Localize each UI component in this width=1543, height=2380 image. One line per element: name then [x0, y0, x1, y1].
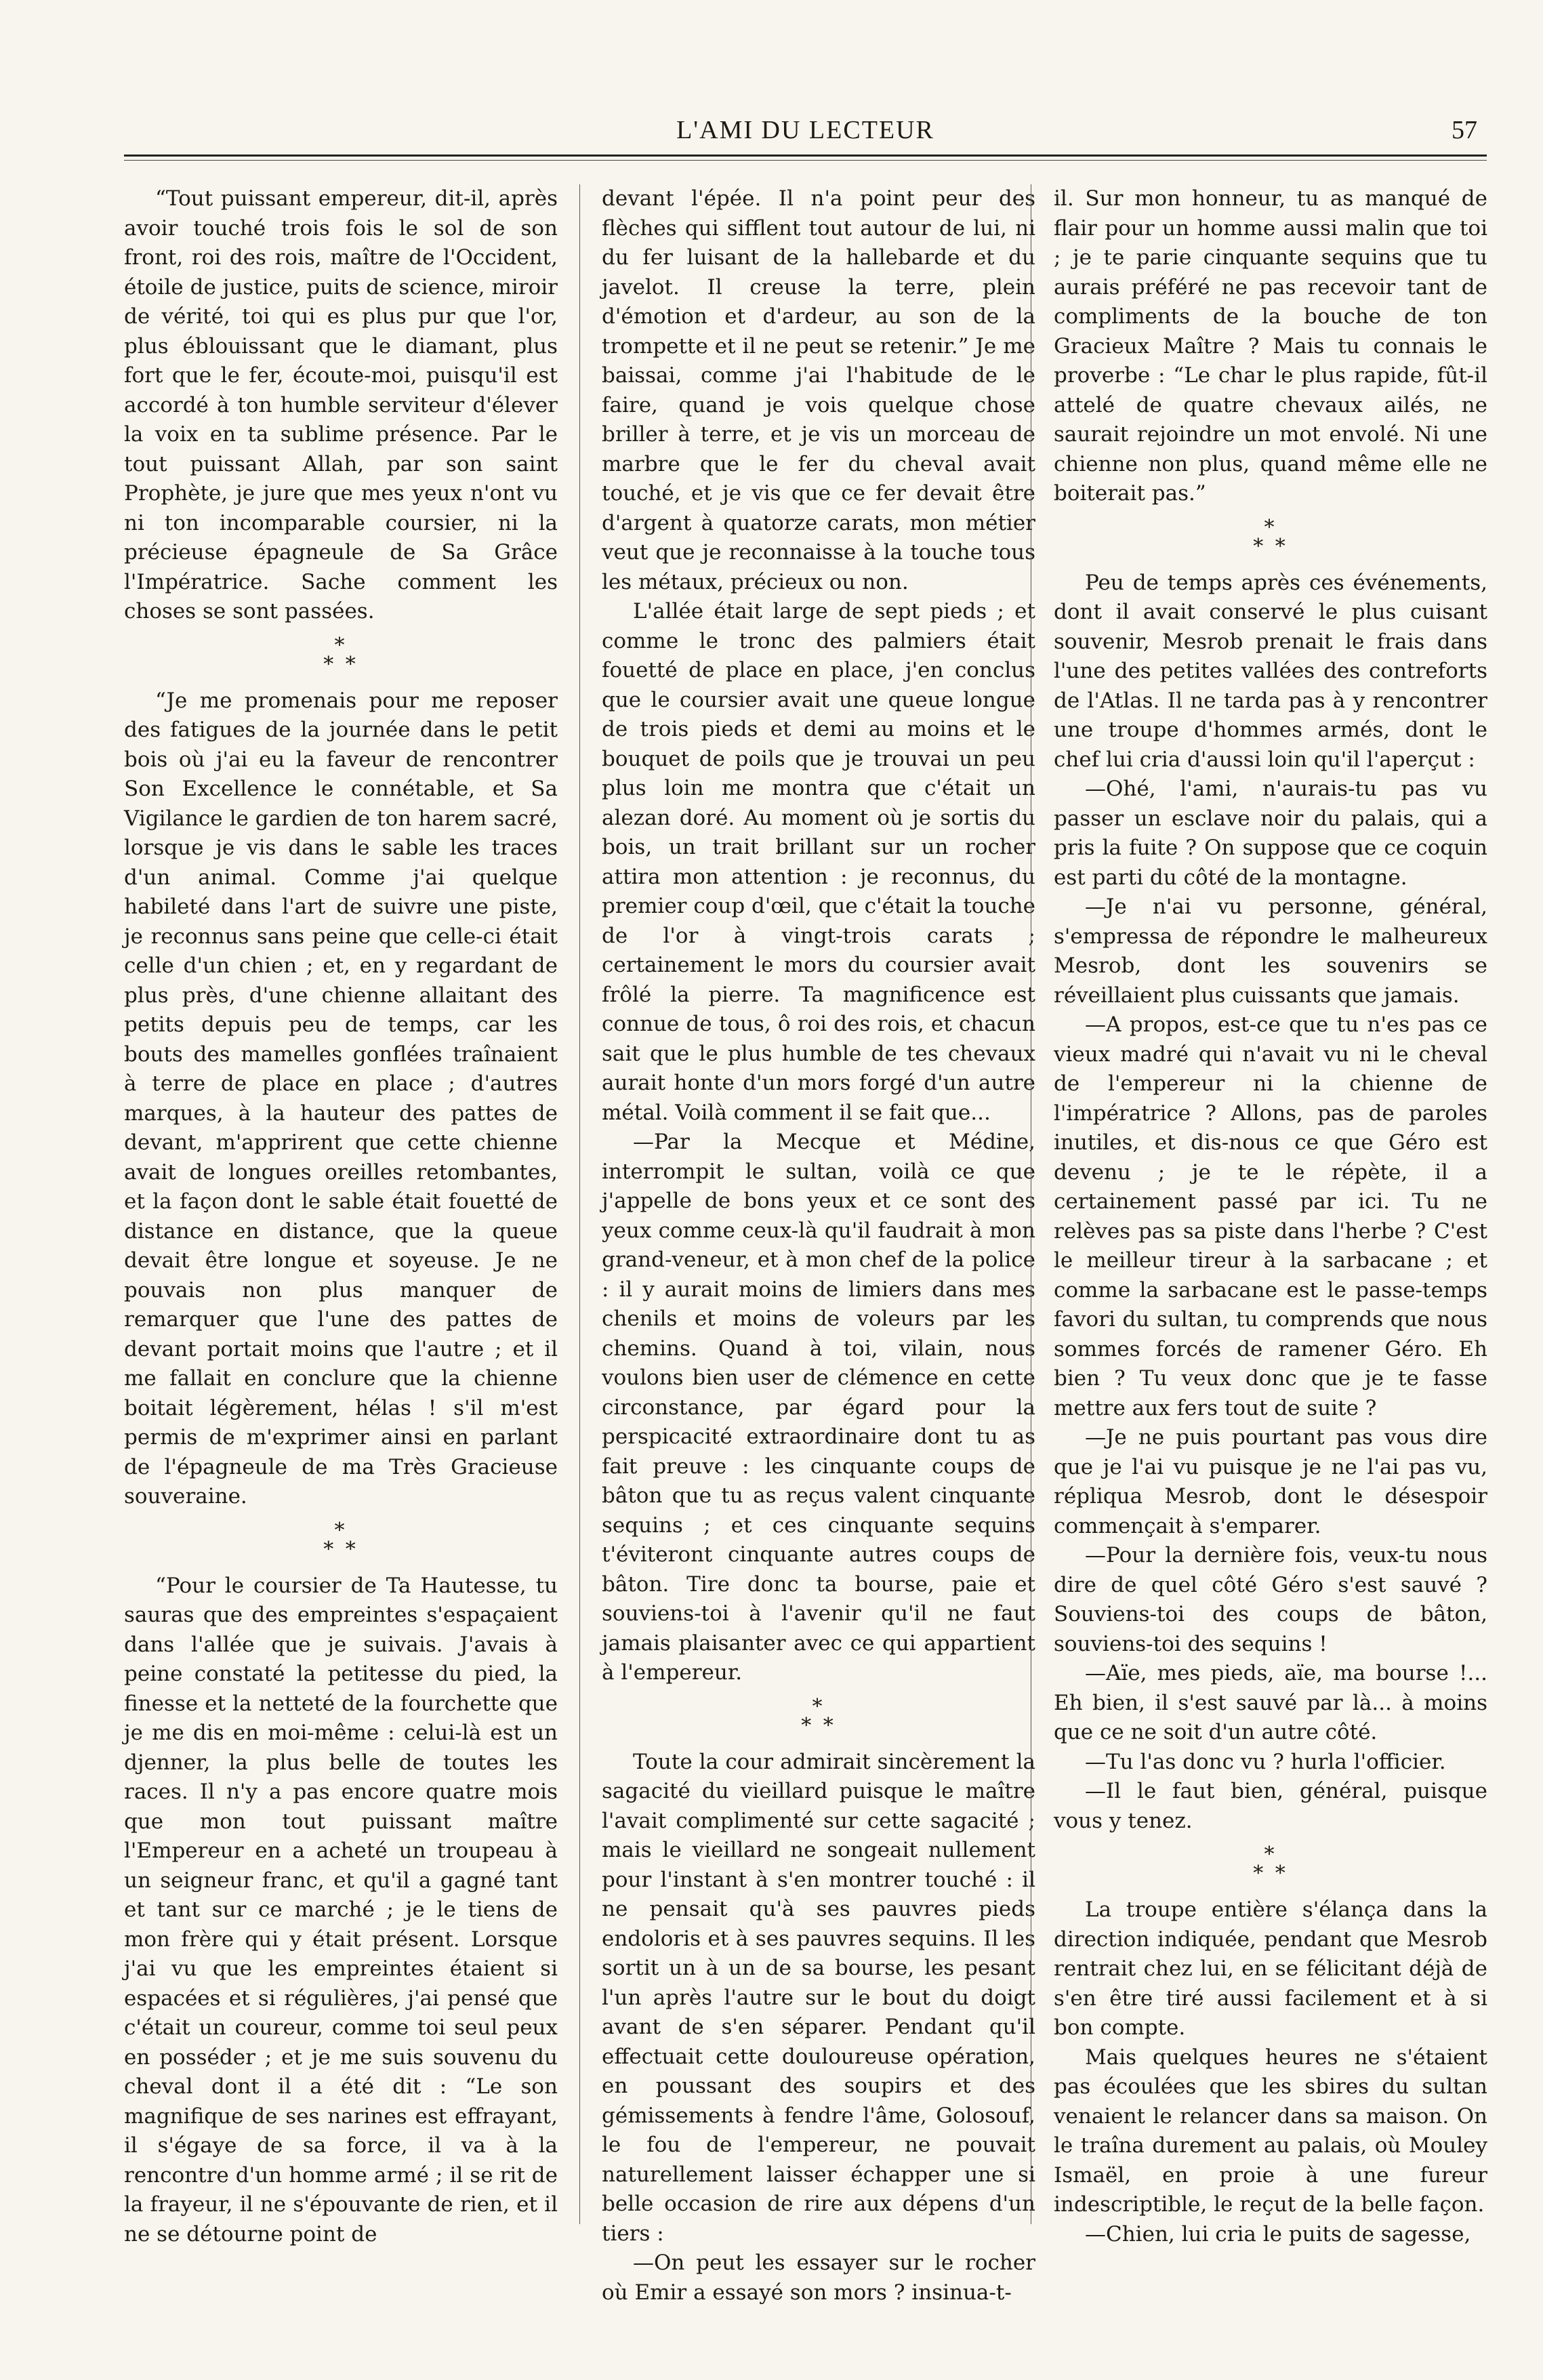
paragraph: —Je n'ai vu personne, général, s'empressa de répondre le malheureux Mesrob, dont les souvenirs se réveillaient plus cuissants que jamais.: [1054, 895, 1487, 1008]
paragraph: —Par la Mecque et Médine, interrompit le sultan, voilà ce que j'appelle de bons yeux et ce sont des yeux comme ceux-là qu'il faudrait à mon grand-veneur, et à mon chef de la police : il y aurait moins de limiers dans mes chenils et moins de voleurs par les chemins. Quand à toi, vilain, nous voulons bien user de clémence en cette circonstance, par égard pour la perspicacité extraordinaire dont tu as fait preuve : les cinquante coups de bâton que tu as reçus valent cinquante sequins ; et ces cinquante sequins t'éviteront cinquante autres coups de bâton. Tire donc ta bourse, paie et souviens-toi à l'avenir qu'il ne faut jamais plaisanter avec ce qui appartient à l'empereur.: [602, 1130, 1035, 1685]
paragraph: —Chien, lui cria le puits de sagesse,: [1085, 2221, 1471, 2246]
column-divider: [579, 184, 580, 2224]
paragraph: —Il le faut bien, général, puisque vous y tenez.: [1054, 1779, 1487, 1833]
paragraph-continued: il. Sur mon honneur, tu as manqué de flair pour un homme aussi malin que toi ; je te parie cinquante sequins que tu aurais préféré ne pas recevoir tant de compliments de la bouche de ton Gracieux Maître ? Mais tu connais le proverbe : “Le char le plus rapide, fût-il attelé de quatre chevaux ailés, ne saurait rejoindre un mot envolé. Ni une chienne non plus, quand même elle ne boiterait pas.”: [1054, 186, 1487, 506]
paragraph-continued: devant l'épée. Il n'a point peur des flèches qui sifflent tout autour de lui, ni du fer luisant de la hallebarde et du javelot. Il creuse la terre, plein d'émotion et d'ardeur, au son de la trompette et il ne peut se retenir.” Je me baissai, comme j'ai l'habitude de le faire, quand je vois quelque chose briller à terre, et je vis un morceau de marbre que le fer du cheval avait touché, et je vis que ce fer devait être d'argent à quatorze carats, mon métier veut que je reconnaisse à la touche tous les métaux, précieux ou non.: [602, 186, 1035, 594]
header-rule-thin: [124, 160, 1487, 161]
paragraph: “Tout puissant empereur, dit-il, après avoir touché trois fois le sol de son front, roi des rois, maître de l'Occident, étoile de justice, puits de science, miroir de vérité, toi qui es plus pur que l'or, plus éblouissant que le diamant, plus fort que le fer, écoute-moi, puisqu'il est accordé à ton humble serviteur d'élever la voix en ta sublime présence. Par le tout puissant Allah, par son saint Prophète, je jure que mes yeux n'ont vu ni ton incomparable coursier, ni la précieuse épagneule de Sa Grâce l'Impératrice. Sache comment les choses se sont passées.: [124, 186, 558, 623]
text-column-3: [1054, 184, 1487, 2249]
asterism-separator: * * *: [323, 1518, 358, 1561]
page-number: 57: [1452, 116, 1477, 144]
asterism-separator: * * *: [801, 1694, 836, 1738]
paragraph: —Tu l'as donc vu ? hurla l'officier.: [1085, 1749, 1446, 1774]
paragraph: —A propos, est-ce que tu n'es pas ce vieux madré qui n'avait vu ni le cheval de l'empereur ni la chienne de l'impératrice ? Allons, pas de paroles inutiles, et dis-nous ce que Géro est devenu ; je te le répète, il a certainement passé par ici. Tu ne relèves pas sa piste dans l'herbe ? C'est le meilleur tireur à la sarbacane ; et comme la sarbacane est le passe-temps favori du sultan, tu comprends que nous sommes forcés de ramener Géro. Eh bien ? Tu veux donc que je te fasse mettre aux fers tout de suite ?: [1054, 1012, 1487, 1420]
asterism-separator: * * *: [323, 633, 358, 676]
paragraph: L'allée était large de sept pieds ; et comme le tronc des palmiers était fouetté de place en place, j'en conclus que le coursier avait une queue longue de trois pieds et demi au moins et le bouquet de poils que je trouvai un peu plus loin me montra que c'était un alezan doré. Au moment où je sortis du bois, un trait brillant sur un rocher attira mon attention : je reconnus, du premier coup d'œil, que c'était la touche de l'or à vingt-trois carats ; certainement le mors du coursier avait frôlé la pierre. Ta magnificence est connue de tous, ô roi des rois, et chacun sait que le plus humble de tes chevaux aurait honte d'un mors forgé d'un autre métal. Voilà comment il se fait que...: [602, 599, 1035, 1125]
paragraph: —Aïe, mes pieds, aïe, ma bourse !... Eh bien, il s'est sauvé par là... à moins que ce ne soit d'un autre côté.: [1054, 1661, 1487, 1744]
paragraph: Peu de temps après ces événements, dont il avait conservé le plus cuisant souvenir, Mesrob prenait le frais dans l'une des petites vallées des contreforts de l'Atlas. Il ne tarda pas à y rencontrer une troupe d'hommes armés, dont le chef lui cria d'aussi loin qu'il l'aperçut :: [1054, 570, 1487, 772]
text-column-1: [124, 184, 558, 2249]
paragraph: —Ohé, l'ami, n'aurais-tu pas vu passer un esclave noir du palais, qui a pris la fuite ? On suppose que ce coquin est parti du côté de la montagne.: [1054, 777, 1487, 890]
paragraph: La troupe entière s'élança dans la direction indiquée, pendant que Mesrob rentrait chez lui, en se félicitant déjà de s'en être tiré aussi facilement et à si bon compte.: [1054, 1897, 1487, 2040]
paragraph: “Je me promenais pour me reposer des fatigues de la journée dans le petit bois où j'ai eu la faveur de rencontrer Son Excellence le connétable, et Sa Vigilance le gardien de ton harem sacré, lorsque je vis dans le sable les traces d'un animal. Comme j'ai quelque habileté dans l'art de suivre une piste, je reconnus sans peine que celle-ci était celle d'un chien ; et, en y regardant de plus près, d'une chienne allaitant des petits depuis peu de temps, car les bouts des mamelles gonflées traînaient à terre de place en place ; d'autres marques, à la hauteur des pattes de devant, m'apprirent que cette chienne avait de longues oreilles retombantes, et la façon dont le sable était fouetté de distance en distance, que la queue devait être longue et soyeuse. Je ne pouvais non plus manquer de remarquer que l'une des pattes de devant portait moins que l'autre ; et il me fallait en conclure que la chienne boitait légèrement, hélas ! s'il m'est permis de m'exprimer ainsi en parlant de l'épagneule de ma Très Gracieuse souveraine.: [124, 688, 558, 1509]
paragraph: —Je ne puis pourtant pas vous dire que je l'ai vu puisque je ne l'ai pas vu, répliqua Mesrob, dont le désespoir commençait à s'emparer.: [1054, 1425, 1487, 1538]
asterism-separator: * * *: [1253, 515, 1288, 558]
paragraph: —Pour la dernière fois, veux-tu nous dire de quel côté Géro s'est sauvé ? Souviens-toi des coups de bâton, souviens-toi des sequins !: [1054, 1543, 1487, 1656]
asterism-separator: * * *: [1253, 1843, 1288, 1885]
paragraph: —On peut les essayer sur le rocher où Emir a essayé son mors ? insinua-t-: [602, 2251, 1035, 2305]
journal-title: L'AMI DU LECTEUR: [676, 116, 934, 144]
header-rule: [124, 155, 1487, 157]
text-column-2: [602, 184, 1035, 2307]
paragraph: Mais quelques heures ne s'étaient pas écoulées que les sbires du sultan venaient le relancer dans sa maison. On le traîna durement au palais, où Mouley Ismaël, en proie à une fureur indescriptible, le reçut de la belle façon.: [1054, 2045, 1487, 2217]
paragraph: “Pour le coursier de Ta Hautesse, tu sauras que des empreintes s'espaçaient dans l'allée que je suivais. J'avais à peine constaté la petitesse du pied, la finesse et la netteté de la fourchette que je me dis en moi-même : celui-là est un djenner, la plus belle de toutes les races. Il n'y a pas encore quatre mois que mon tout puissant maître l'Empereur en a acheté un troupeau à un seigneur franc, et qu'il a gagné tant et tant sur ce marché ; je le tiens de mon frère qui y était présent. Lorsque j'ai vu que les empreintes étaient si espacées et si régulières, j'ai pensé que c'était un coureur, comme toi seul peux en posséder ; et je me suis souvenu du cheval dont il a été dit : “Le son magnifique de ses narines est effrayant, il s'égaye de sa force, il va à la rencontre d'un homme armé ; il se rit de la frayeur, il ne s'épouvante de rien, et il ne se détourne point de: [124, 1573, 558, 2246]
running-header: [124, 107, 1487, 168]
paragraph: Toute la cour admirait sincèrement la sagacité du vieillard puisque le maître l'avait complimenté sur cette sagacité ; mais le vieillard ne songeait nullement pour l'instant à s'en montrer touché : il ne pensait qu'à ses pauvres pieds endoloris et à ses pauvres sequins. Il les sortit un à un de sa bourse, les pesant l'un après l'autre sur le bout du doigt avant de s'en séparer. Pendant qu'il effectuait cette douloureuse opération, en poussant des soupirs et des gémissements à fendre l'âme, Golosouf, le fou de l'empereur, ne pouvait naturellement laisser échapper une si belle occasion de rire aux dépens d'un tiers :: [602, 1749, 1035, 2246]
